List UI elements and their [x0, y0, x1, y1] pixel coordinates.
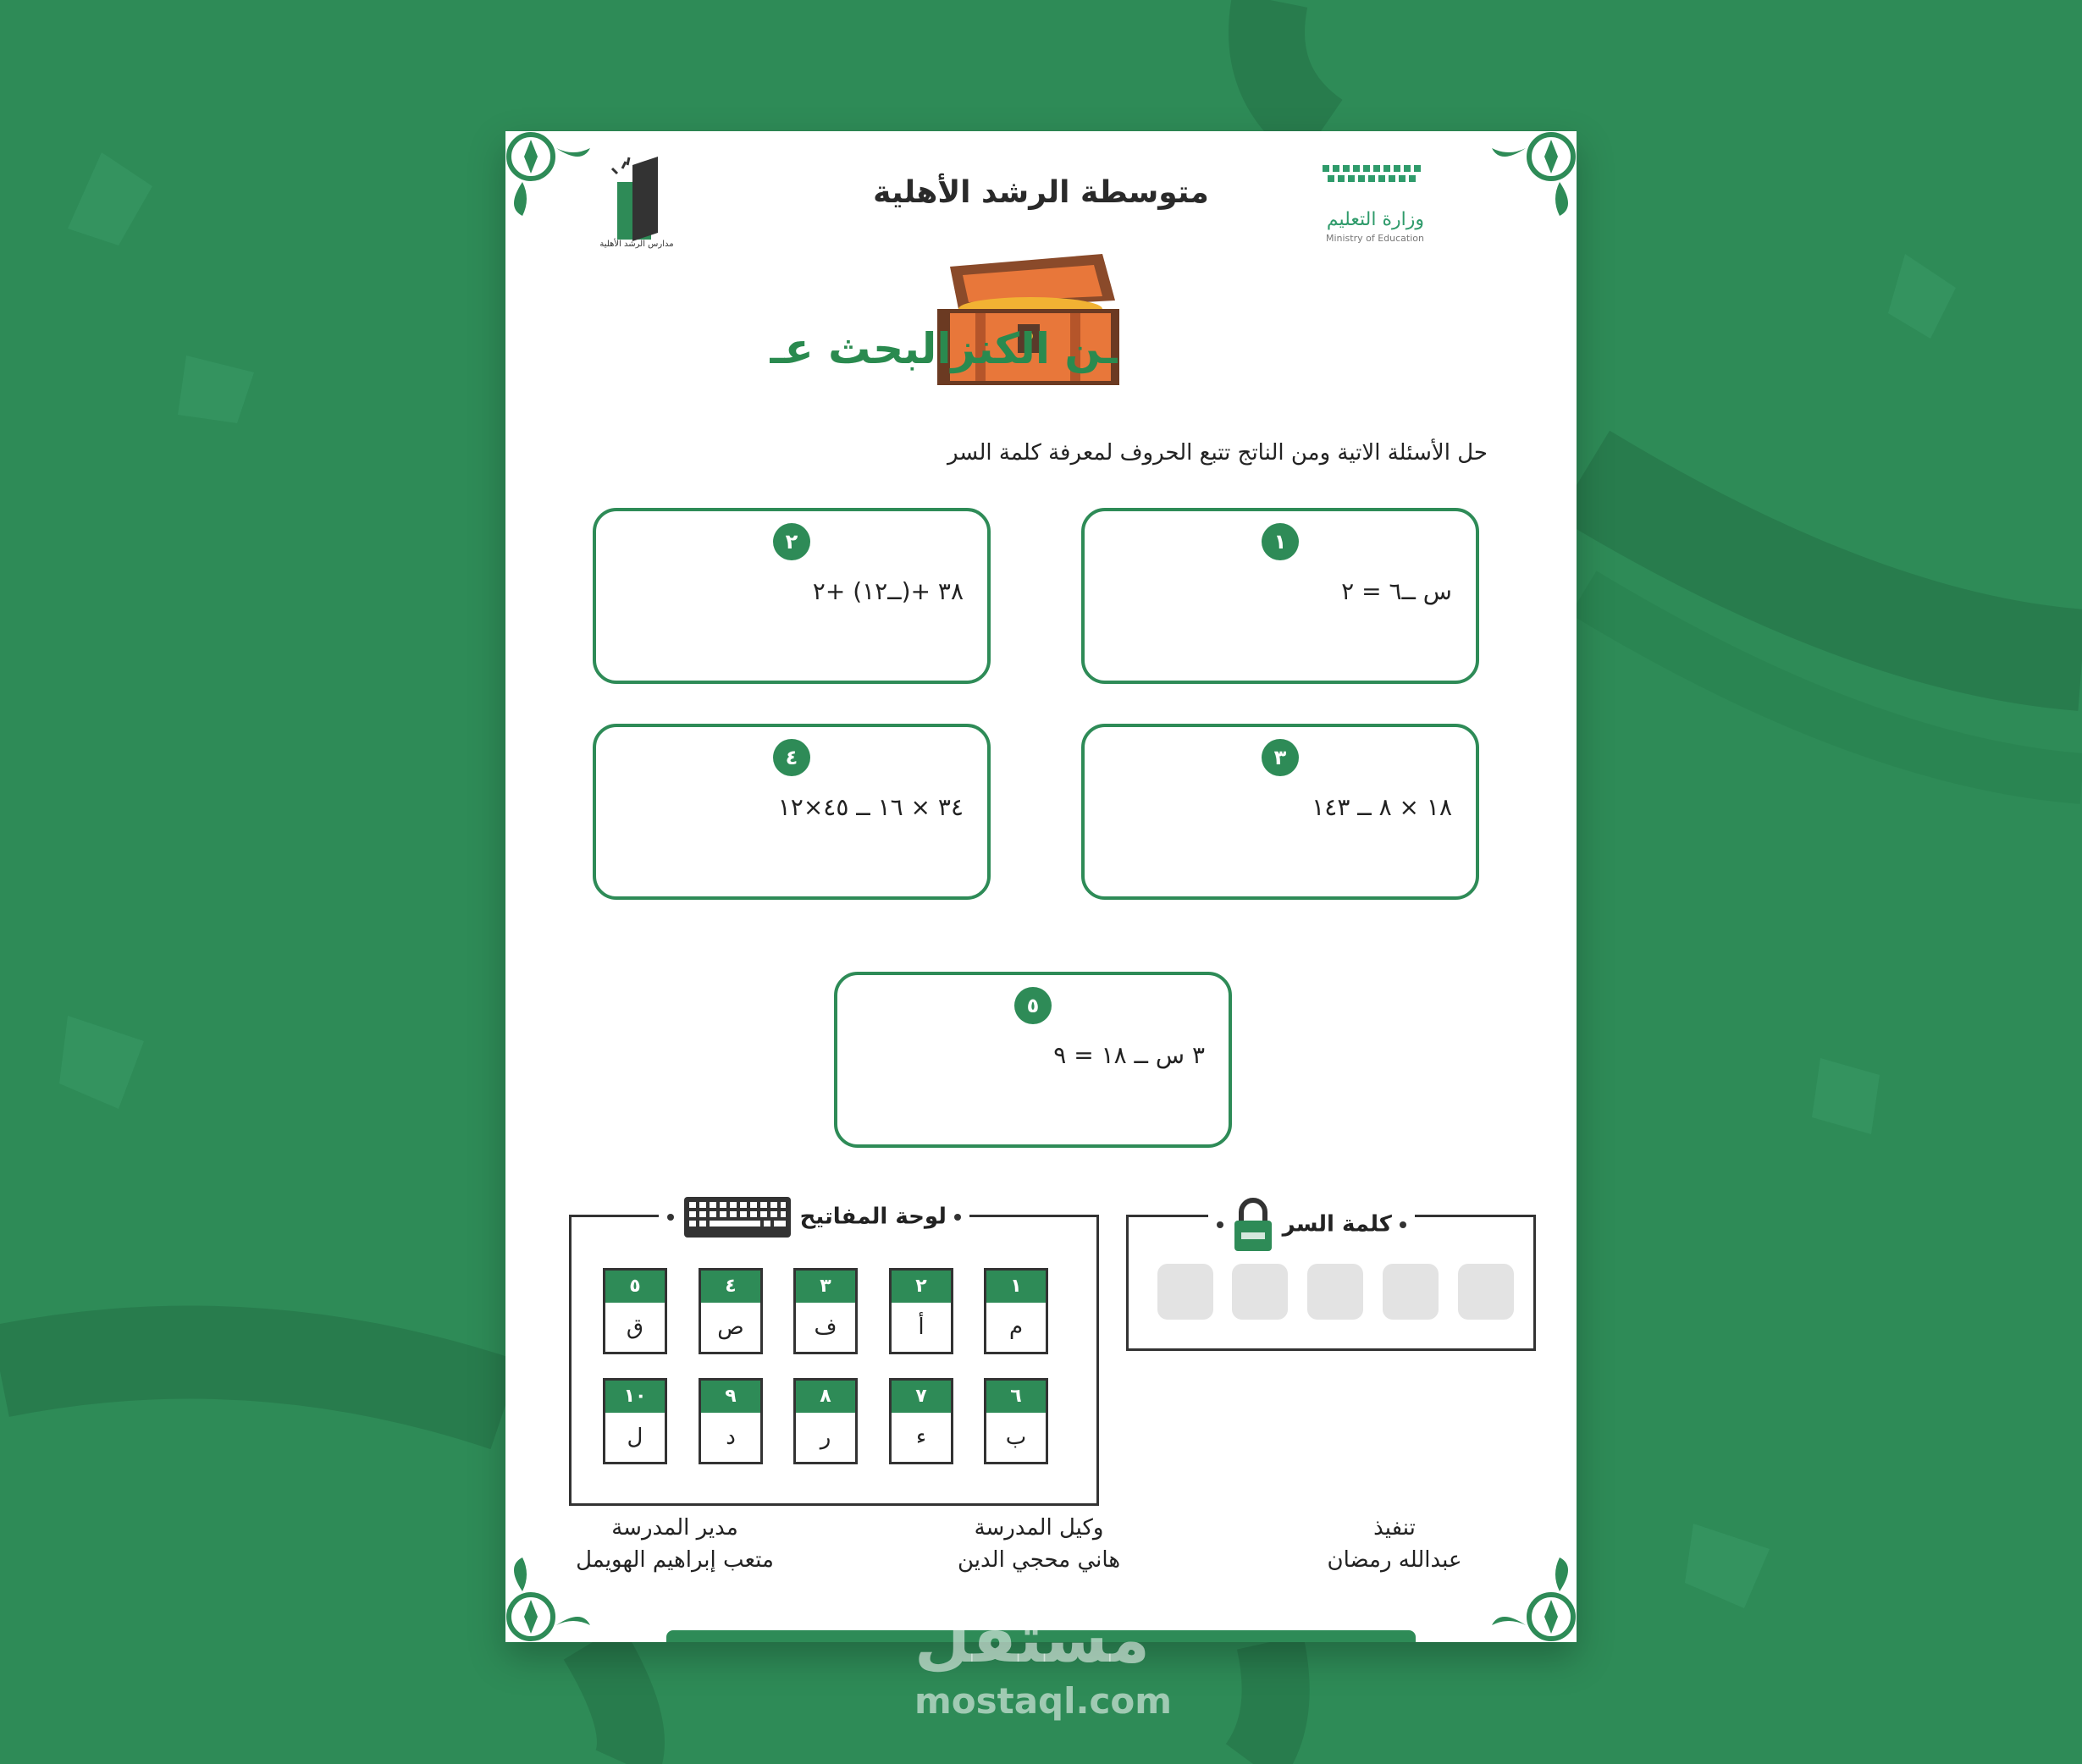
signature-name: متعب إبراهيم الهويمل: [576, 1547, 774, 1573]
question-box-3: [1081, 724, 1479, 900]
activity-title: [505, 324, 1577, 373]
key-number: ٤: [701, 1271, 760, 1303]
key-letter: ف: [814, 1315, 837, 1340]
key-4[interactable]: [699, 1268, 763, 1354]
signature-role: مدير المدرسة: [611, 1515, 738, 1541]
key-number: ١: [986, 1271, 1046, 1303]
bullet-dot: [954, 1214, 961, 1221]
key-number: ٢: [892, 1271, 951, 1303]
key-10[interactable]: [603, 1378, 667, 1464]
ministry-name-english: Ministry of Education: [1325, 233, 1424, 244]
key-8[interactable]: [793, 1378, 858, 1464]
key-5[interactable]: [603, 1268, 667, 1354]
watermark-arabic: مستقل: [914, 1601, 1150, 1677]
school-logo-caption: مدارس الرشد الأهلية: [599, 240, 674, 249]
question-number: ٤: [773, 739, 810, 776]
key-number: ٧: [892, 1381, 951, 1413]
question-box-2: [593, 508, 991, 684]
password-slot[interactable]: [1157, 1264, 1213, 1320]
key-number: ٩: [701, 1381, 760, 1413]
bullet-dot: [1217, 1221, 1223, 1228]
key-letter: م: [1008, 1315, 1024, 1340]
keyboard-label-wrap: [659, 1195, 969, 1239]
key-letter: ل: [627, 1425, 643, 1450]
question-number: ١: [1262, 523, 1299, 560]
key-number: ٨: [796, 1381, 855, 1413]
password-slot[interactable]: [1458, 1264, 1514, 1320]
signature-name: هاني محجي الدين: [957, 1547, 1121, 1573]
key-number: ١٠: [605, 1381, 665, 1413]
signature-author: [1284, 1515, 1505, 1573]
question-box-1: [1081, 508, 1479, 684]
key-letter: د: [726, 1425, 736, 1450]
school-title: متوسطة الرشد الأهلية: [873, 175, 1209, 210]
password-slot[interactable]: [1383, 1264, 1439, 1320]
password-label: كلمة السر: [1282, 1211, 1392, 1238]
instructions: حل الأسئلة الاتية ومن الناتج تتبع الحروف لمعرفة كلمة السر: [947, 440, 1488, 466]
key-number: ٦: [986, 1381, 1046, 1413]
key-letter: ق: [626, 1315, 644, 1340]
key-letter: ص: [717, 1315, 744, 1340]
signature-deputy: [929, 1515, 1149, 1573]
key-3[interactable]: [793, 1268, 858, 1354]
worksheet-page: [505, 131, 1577, 1642]
signature-name: عبدالله رمضان: [1327, 1547, 1462, 1573]
password-slot[interactable]: [1307, 1264, 1363, 1320]
activity-title-right: البحث عـ: [770, 324, 952, 373]
key-9[interactable]: [699, 1378, 763, 1464]
question-expression: ١٨ × ٨ ــ ١٤٣: [1312, 793, 1452, 821]
bullet-dot: [1400, 1221, 1406, 1228]
key-number: ٥: [605, 1271, 665, 1303]
password-panel: [1126, 1211, 1536, 1351]
question-expression: ٣ س ــ ١٨ = ٩: [1053, 1041, 1205, 1069]
question-number: ٥: [1014, 987, 1052, 1024]
password-slot[interactable]: [1232, 1264, 1288, 1320]
ministry-name-arabic: وزارة التعليم: [1326, 209, 1424, 230]
key-letter: ء: [915, 1425, 927, 1450]
key-1[interactable]: [984, 1268, 1048, 1354]
question-number: ٢: [773, 523, 810, 560]
key-letter: ر: [820, 1425, 831, 1450]
key-letter: ب: [1005, 1425, 1027, 1450]
keyboard-panel: [569, 1204, 1099, 1506]
signature-role: تنفيذ: [1373, 1515, 1416, 1541]
keyboard-label: لوحة المفاتيح: [799, 1204, 947, 1230]
watermark-url: mostaql.com: [914, 1680, 1172, 1722]
question-expression: س ــ٦ = ٢: [1341, 577, 1452, 605]
question-box-4: [593, 724, 991, 900]
password-label-wrap: [1208, 1195, 1415, 1254]
lock-icon: [1231, 1195, 1275, 1254]
question-box-5: [834, 972, 1232, 1148]
key-number: ٣: [796, 1271, 855, 1303]
key-6[interactable]: [984, 1378, 1048, 1464]
key-2[interactable]: [889, 1268, 953, 1354]
question-expression: ٣٤ × ١٦ ــ ٤٥×١٢: [777, 793, 964, 821]
question-number: ٣: [1262, 739, 1299, 776]
signature-role: وكيل المدرسة: [974, 1515, 1104, 1541]
keyboard-icon: [682, 1195, 792, 1239]
signature-principal: [565, 1515, 785, 1573]
bullet-dot: [667, 1214, 674, 1221]
activity-title-left: ـن الكنز: [951, 324, 1118, 373]
question-expression: ٣٨ +(ــ١٢) +٢: [812, 577, 964, 605]
key-letter: أ: [918, 1315, 925, 1340]
key-7[interactable]: [889, 1378, 953, 1464]
